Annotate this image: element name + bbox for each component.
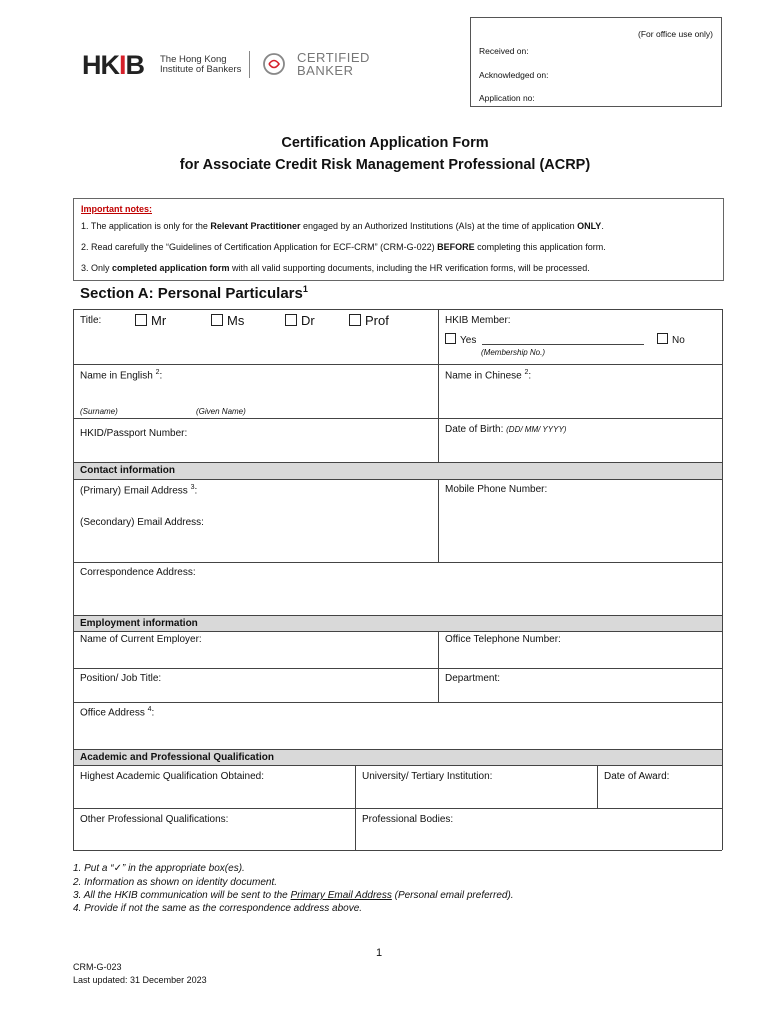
employment-header: Employment information (80, 618, 198, 629)
institute-name: The Hong Kong Institute of Bankers (160, 54, 242, 75)
office-use-box (470, 17, 722, 107)
page-number: 1 (376, 947, 383, 959)
footnote-2: 2. Information as shown on identity document. (73, 877, 278, 888)
doc-code: CRM-G-023 (73, 962, 122, 972)
employer-label: Name of Current Employer: (80, 634, 202, 645)
received-on-label: Received on: (479, 46, 529, 56)
given-name-caption: (Given Name) (196, 407, 246, 416)
last-updated: Last updated: 31 December 2023 (73, 975, 207, 985)
office-address-label: Office Address $^4$: (80, 706, 155, 719)
dob-label: Date of Birth: (DD/ MM/ YYYY) (445, 424, 567, 435)
mobile-label: Mobile Phone Number: (445, 484, 548, 495)
checkbox-icon[interactable] (135, 314, 147, 326)
contact-header: Contact information (80, 465, 175, 476)
checkbox-icon[interactable] (285, 314, 297, 326)
footnote-1: 1. Put a “✓” in the appropriate box(es). (73, 863, 245, 874)
notes-header: Important notes: (81, 204, 152, 214)
membership-no-line[interactable] (482, 344, 644, 345)
name-chinese-label: Name in Chinese $^2$: (445, 369, 532, 382)
hkib-logo: HKIB (82, 50, 145, 80)
prof-bodies-label: Professional Bodies: (362, 814, 454, 825)
note-3: 3. Only completed application form with all valid supporting documents, including the HR verification forms, will be processed. (81, 263, 590, 273)
note-1: 1. The application is only for the Relevant Practitioner engaged by an Authorized Institutions (AIs) at the time of application ONLY. (81, 221, 604, 231)
form-title: Certification Application Form (281, 135, 489, 151)
hkib-member-yes[interactable]: Yes (445, 333, 476, 346)
hkib-member-label: HKIB Member: (445, 315, 511, 326)
correspondence-label: Correspondence Address: (80, 567, 196, 578)
application-no-label: Application no: (479, 93, 535, 103)
academic-header: Academic and Professional Qualification (80, 752, 274, 763)
form-subtitle: for Associate Credit Risk Management Professional (ACRP) (179, 157, 591, 173)
university-label: University/ Tertiary Institution: (362, 771, 493, 782)
position-label: Position/ Job Title: (80, 673, 162, 684)
title-option-prof[interactable]: Prof (349, 313, 389, 328)
surname-caption: (Surname) (80, 407, 118, 416)
checkbox-icon[interactable] (349, 314, 361, 326)
title-option-dr[interactable]: Dr (285, 313, 315, 328)
footnote-3: 3. All the HKIB communication will be sent to the Primary Email Address (Personal email preferred). (73, 890, 514, 901)
name-english-label: Name in English $^2$: (80, 369, 163, 382)
hkid-label: HKID/Passport Number: (80, 428, 188, 439)
checkbox-icon[interactable] (445, 333, 456, 344)
note-2: 2. Read carefully the “Guidelines of Certification Application for ECF-CRM” (CRM-G-022) BEFORE completing this application form. (81, 242, 606, 252)
department-label: Department: (445, 673, 501, 684)
acknowledged-on-label: Acknowledged on: (479, 70, 549, 80)
other-qual-label: Other Professional Qualifications: (80, 814, 229, 825)
date-award-label: Date of Award: (604, 771, 670, 782)
title-label: Title: (80, 315, 102, 326)
certified-banker-text: CERTIFIED BANKER (297, 50, 370, 78)
section-a-title: Section A: Personal Particulars$^1$ (80, 284, 308, 302)
office-use-header: (For office use only) (638, 29, 713, 39)
hkib-member-no[interactable]: No (657, 333, 685, 346)
secondary-email-label: (Secondary) Email Address: (80, 517, 204, 528)
certified-banker-icon (262, 52, 286, 76)
office-tel-label: Office Telephone Number: (445, 634, 561, 645)
membership-no-caption: (Membership No.) (481, 348, 546, 357)
primary-email-label: (Primary) Email Address $^3$: (80, 484, 198, 497)
highest-qual-label: Highest Academic Qualification Obtained: (80, 771, 264, 782)
checkbox-icon[interactable] (211, 314, 223, 326)
footnote-4: 4. Provide if not the same as the correspondence address above. (73, 903, 363, 914)
checkbox-icon[interactable] (657, 333, 668, 344)
title-option-ms[interactable]: Ms (211, 313, 244, 328)
important-notes (73, 198, 724, 281)
title-option-mr[interactable]: Mr (135, 313, 166, 328)
logo-divider (249, 51, 250, 78)
